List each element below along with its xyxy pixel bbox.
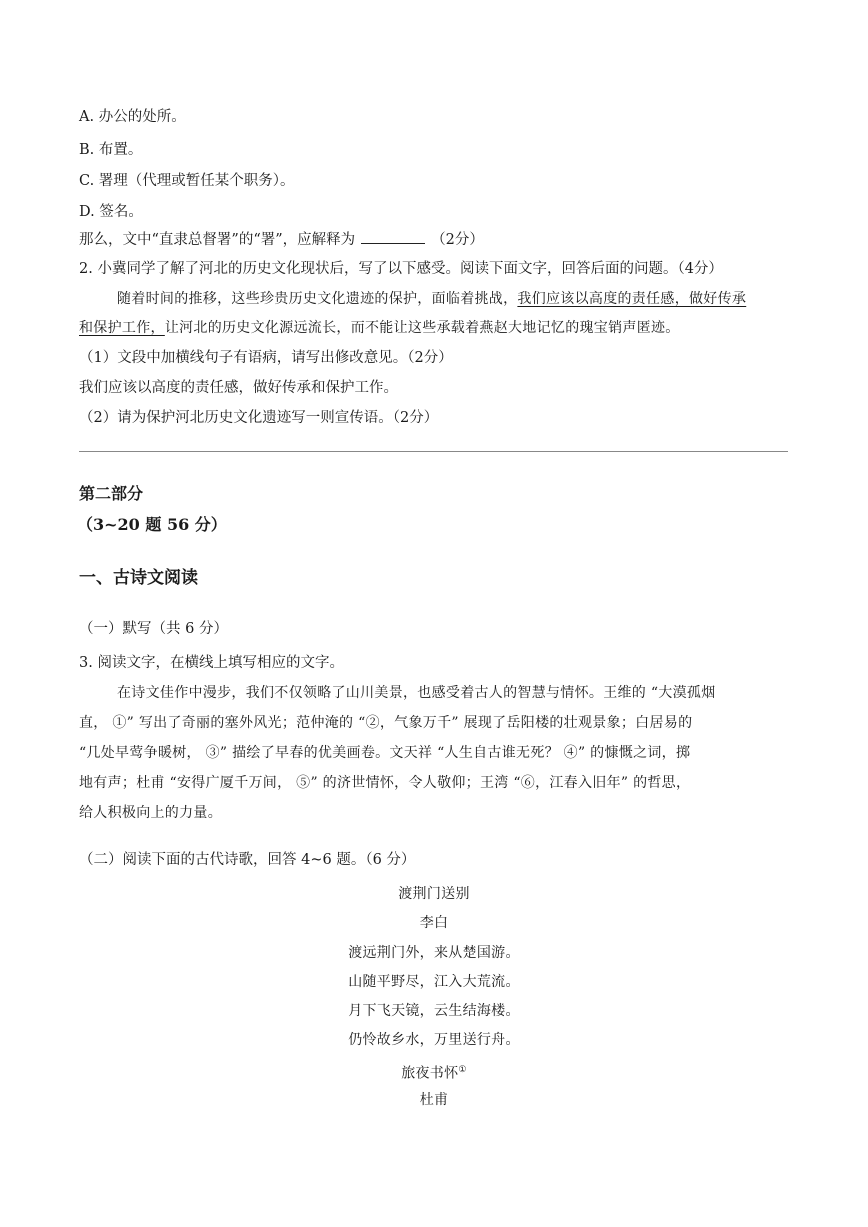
poem-line: 仍怜故乡水，万里送行舟。 <box>348 1032 520 1048</box>
poem-line: 山随平野尽，江入大荒流。 <box>348 974 520 990</box>
part-title: 第二部分 <box>79 484 144 503</box>
passage-text: 随着时间的推移，这些珍贵历史文化遗迹的保护，面临着挑战， <box>117 291 518 307</box>
option-c: C. 署理（代理或暂任某个职务）。 <box>79 173 295 189</box>
q2-sub1-answer: 我们应该以高度的责任感，做好传承和保护工作。 <box>79 380 398 396</box>
poem-author: 李白 <box>419 915 449 931</box>
q3-intro: 3. 阅读文字，在横线上填写相应的文字。 <box>79 655 344 671</box>
q2-intro: 2. 小冀同学了解了河北的历史文化现状后，写了以下感受。阅读下面文字，回答后面的问题。（4分） <box>79 261 723 277</box>
poem-title: 渡荆门送别 <box>398 886 470 902</box>
q1-prompt-text: 那么，文中“直隶总督署”的“署”，应解释为 <box>79 232 356 248</box>
answer-blank[interactable] <box>361 229 425 244</box>
q3-passage-line-4: 地有声；杜甫 “安得广厦千万间， ⑤” 的济世情怀，令人敬仰；王湾 “⑥，江春入旧年” 的哲思， <box>79 775 691 791</box>
q2-sub2: （2）请为保护河北历史文化遗迹写一则宣传语。（2分） <box>79 410 439 426</box>
part-subtitle: （3~20 题 56 分） <box>77 515 227 534</box>
poem-line: 月下飞天镜，云生结海楼。 <box>348 1003 520 1019</box>
q3-passage-line-5: 给人积极向上的力量。 <box>79 805 222 821</box>
poem2-title-text: 旅夜书怀 <box>401 1065 459 1082</box>
q3-passage-line-2: 直， ①” 写出了奇丽的塞外风光；范仲淹的 “②，气象万千” 展现了岳阳楼的壮观景象；白居易的 <box>79 715 693 731</box>
poem-line: 渡远荆门外，来从楚国游。 <box>348 945 520 961</box>
poem-title <box>0 1060 868 1084</box>
q2-passage-line-1 <box>117 289 746 309</box>
q2-sub1: （1）文段中加横线句子有语病，请写出修改意见。（2分） <box>79 350 453 366</box>
section-divider <box>79 451 788 452</box>
underlined-sentence: 我们应该以高度的责任感，做好传承 <box>517 291 747 307</box>
sub-heading-a: （一）默写（共 6 分） <box>79 621 228 637</box>
underlined-sentence: 和保护工作， <box>79 320 165 336</box>
option-b: B. 布置。 <box>79 142 143 158</box>
option-d: D. 签名。 <box>79 204 143 220</box>
q3-passage-line-3: “几处早莺争暖树， ③” 描绘了早春的优美画卷。文天祥 “人生自古谁无死？ ④” 的慷慨之词，掷 <box>79 745 691 761</box>
q1-prompt <box>79 229 484 250</box>
q3-passage-line-1: 在诗文佳作中漫步，我们不仅领略了山川美景，也感受着古人的智慧与情怀。王维的 “大漠孤烟 <box>117 685 716 701</box>
section-heading: 一、古诗文阅读 <box>79 568 198 588</box>
q1-score: （2分） <box>431 232 484 248</box>
sub-heading-b: （二）阅读下面的古代诗歌，回答 4~6 题。（6 分） <box>79 852 416 868</box>
poem-author: 杜甫 <box>419 1092 449 1108</box>
footnote-marker: ① <box>458 1065 467 1075</box>
passage-text: 让河北的历史文化源远流长，而不能让这些承载着燕赵大地记忆的瑰宝销声匿迹。 <box>164 320 680 336</box>
option-a: A. 办公的处所。 <box>79 109 186 125</box>
q2-passage-line-2 <box>79 318 680 338</box>
